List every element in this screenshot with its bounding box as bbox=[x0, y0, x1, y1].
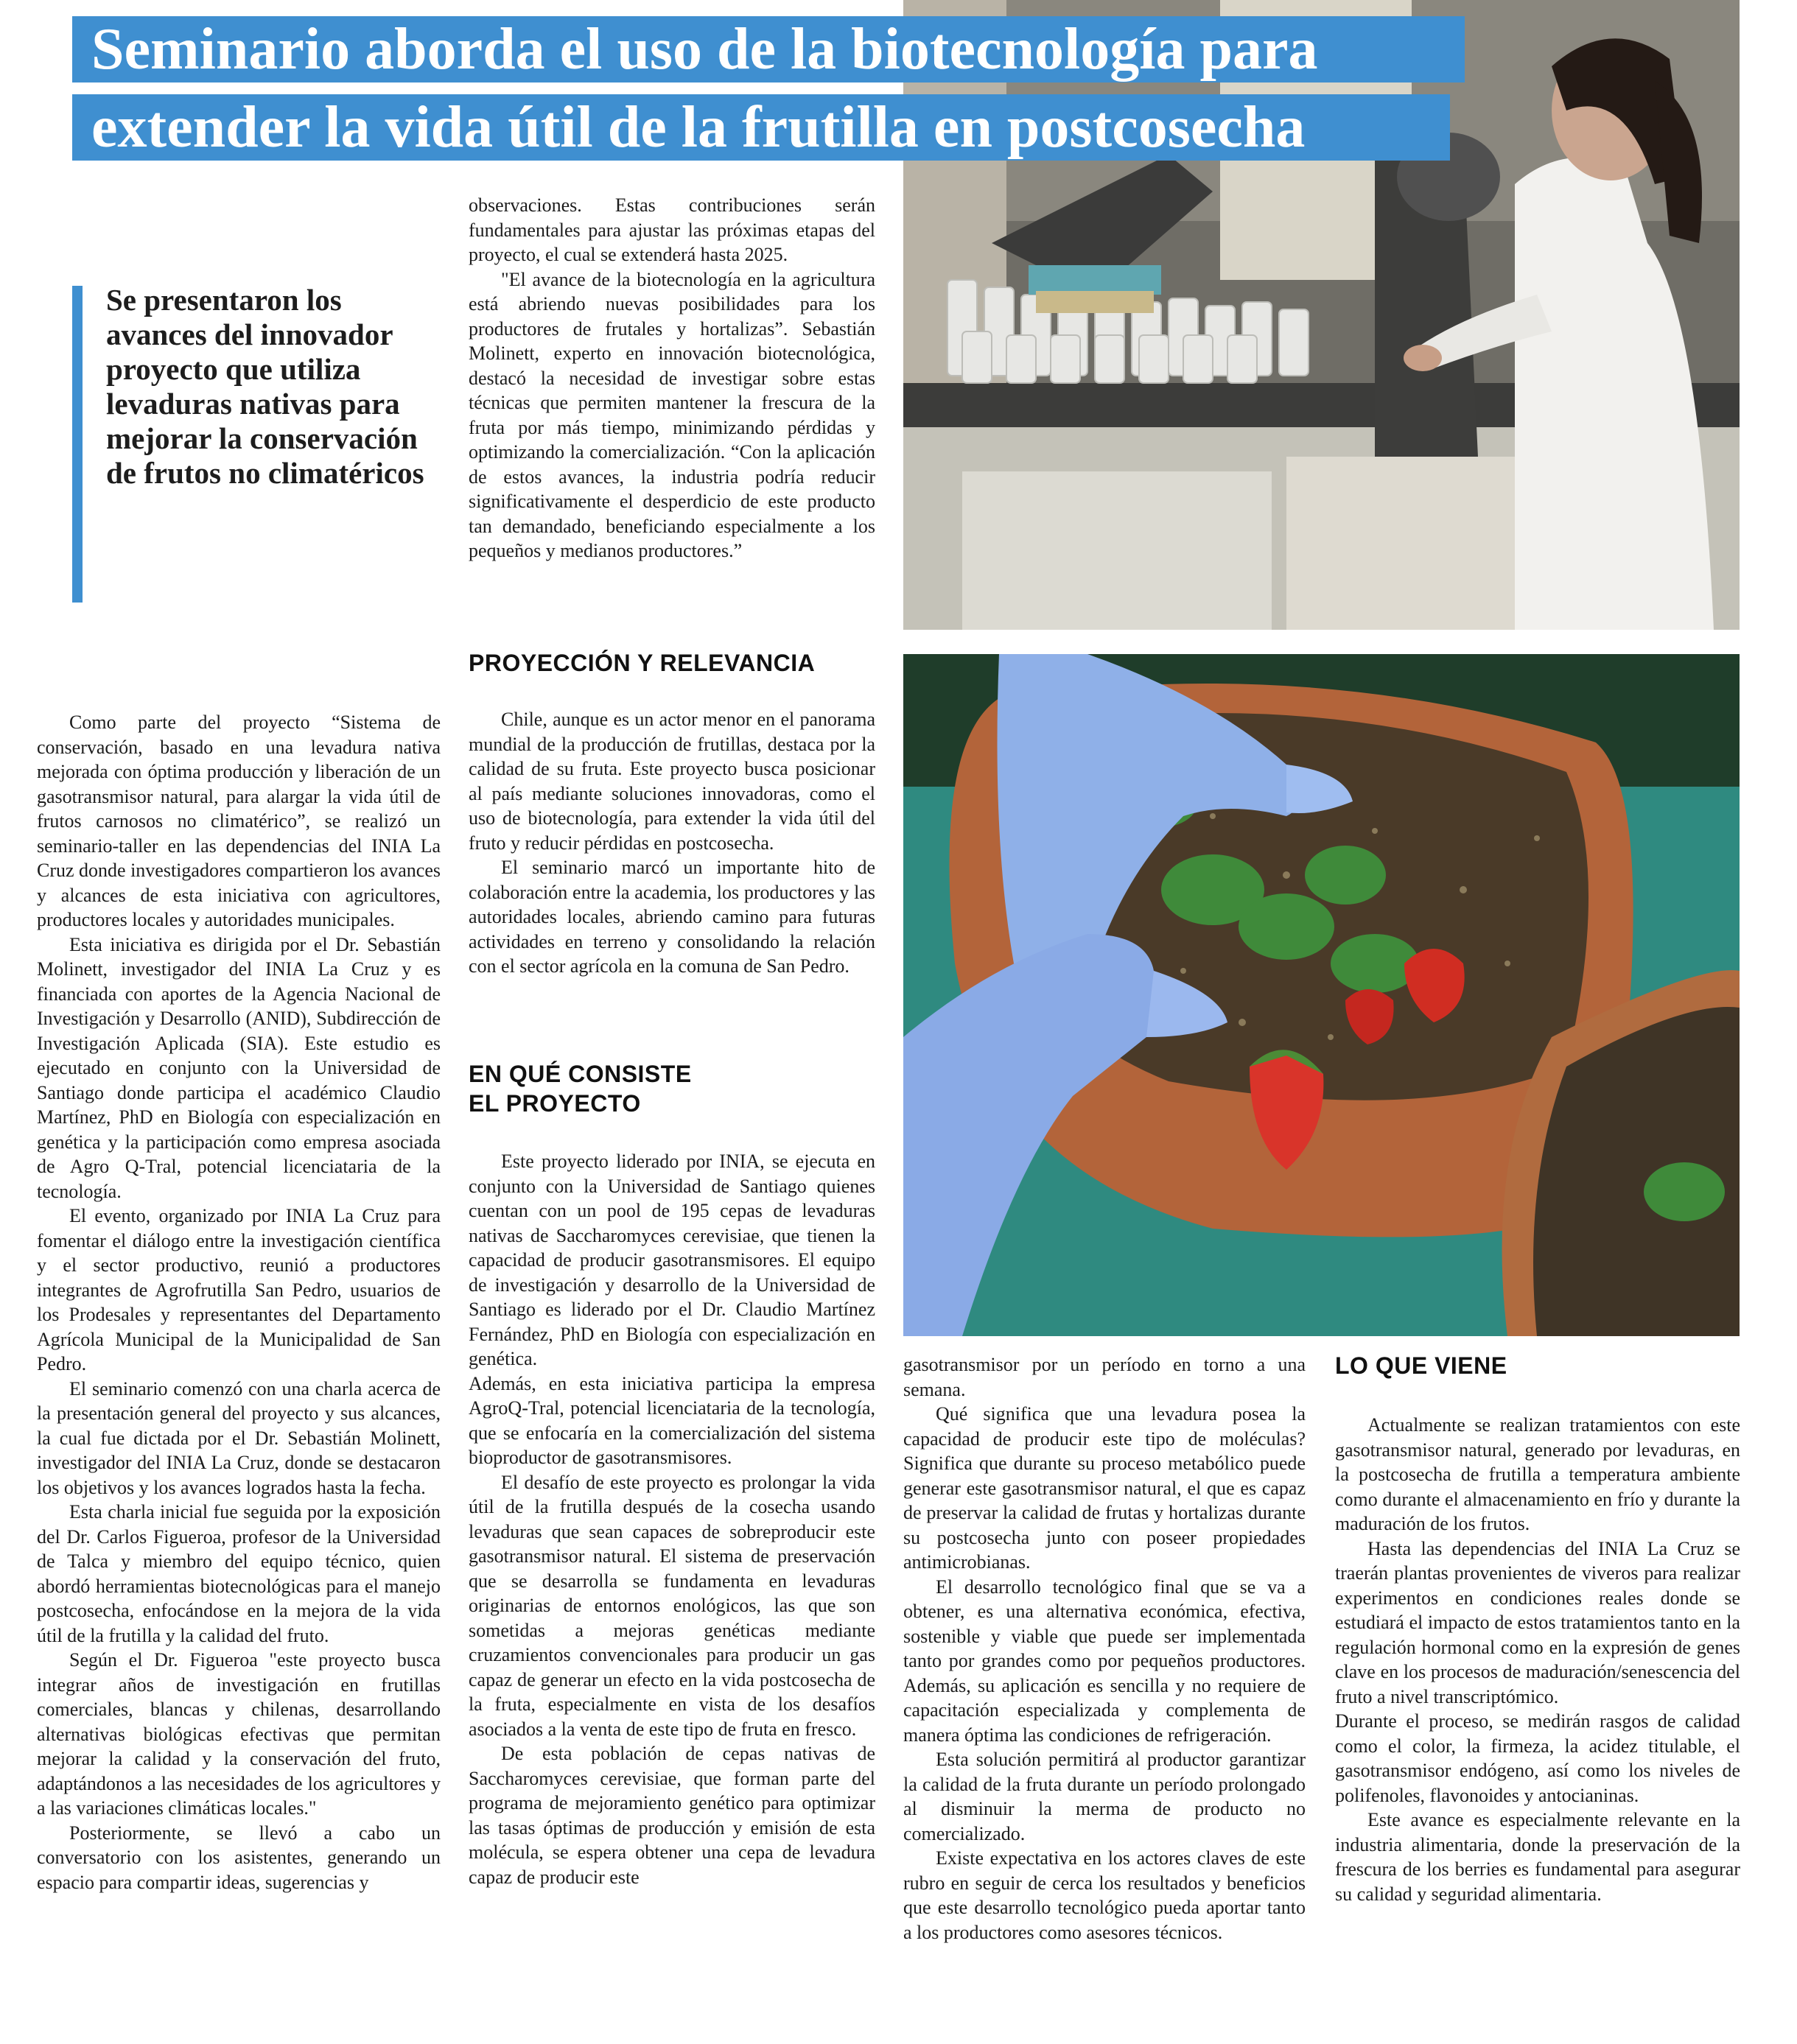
viene-paragraph: Durante el proceso, se medirán rasgos de calidad como el color, la firmeza, la acidez titulable, el gasotransmisor endógeno, así como los niveles de polifenoles, flavonoides y antocianinas. bbox=[1335, 1710, 1740, 1806]
col3-paragraph: Esta solución permitirá al productor garantizar la calidad de la fruta durante un período prolongado al disminuir la merma de producto no comercializado. bbox=[903, 1749, 1306, 1844]
strawberry-photo-illustration bbox=[903, 654, 1740, 1336]
col1-paragraph: Como parte del proyecto “Sistema de conservación, basado en una levadura nativa mejorada con óptima producción y liberación de un gasotransmisor natural, para alargar la vida útil de frutos carnosos no climatérico”, se realizó un seminario-taller en las dependencias del INIA La Cruz donde investigadores compartieron los avances y alcances de esta iniciativa con agricultores, productores locales y autoridades municipales. bbox=[37, 712, 441, 930]
section-proyeccion bbox=[469, 648, 875, 979]
col3-paragraph: Existe expectativa en los actores claves de este rubro en seguir de cerca los resultados y beneficios que este desarrollo tecnológico pueda aportar tanto a los productores como asesores técnicos. bbox=[903, 1847, 1306, 1943]
col1-paragraph: Según el Dr. Figueroa "este proyecto busca integrar años de investigación en frutillas comerciales, blancas y chilenas, desarrollando alternativas biológicas efectivas que permitan mejorar la calidad y la conservación del fruto, adaptándonos a las necesidades de los agricultores y a las variaciones climáticas locales." bbox=[37, 1649, 441, 1819]
headline-line-2: extender la vida útil de la frutilla en postcosecha bbox=[72, 94, 1450, 161]
column-2-top bbox=[469, 193, 875, 563]
consiste-paragraph: Además, en esta iniciativa participa la empresa AgroQ-Tral, potencial licenciataria de la tecnología, que se enfocaría en la comercialización del sistema bioproductor de gasotransmisores. bbox=[469, 1372, 875, 1468]
proyeccion-paragraph: El seminario marcó un importante hito de colaboración entre la academia, los productores y las autoridades locales, abriendo camino para futuras actividades en terreno y consolidando la relación con el sector agrícola en la comuna de San Pedro. bbox=[469, 857, 875, 977]
col1-paragraph: El seminario comenzó con una charla acerca de la presentación general del proyecto y sus alcances, la cual fue dictada por el Dr. Sebastián Molinett, investigador del INIA La Cruz, donde se destacaron los objetivos y los avances logrados hasta la fecha. bbox=[37, 1377, 441, 1498]
viene-paragraph: Actualmente se realizan tratamientos con este gasotransmisor natural, generado por levaduras, en la postcosecha de frutilla a temperatura ambiente como durante el almacenamiento en frío y durante la maduración de los frutos. bbox=[1335, 1414, 1740, 1534]
col1-paragraph: Posteriormente, se llevó a cabo un conversatorio con los asistentes, generando un espacio para compartir ideas, sugerencias y bbox=[37, 1822, 441, 1893]
section-heading-consiste-2: EL PROYECTO bbox=[469, 1090, 641, 1117]
deck-accent-bar bbox=[72, 286, 83, 603]
proyeccion-paragraph: Chile, aunque es un actor menor en el panorama mundial de la producción de frutillas, destaca por la calidad de su fruta. Este proyecto busca posicionar al país mediante soluciones innovadoras, como el uso de biotecnología, para extender la vida útil del fruto y reducir pérdidas en postcosecha. bbox=[469, 709, 875, 854]
consiste-paragraph: El desafío de este proyecto es prolongar la vida útil de la frutilla después de la cosecha usando levaduras que sean capaces de sobreproducir este gasotransmisor natural. El sistema de preservación que se desarrolla se fundamenta en levaduras originarias de entornos enológicos, las que son sometidas a mejoras genéticas mediante cruzamientos convencionales para producir un gas capaz de generar un efecto en la vida postcosecha de la fruta, especialmente en vista de los desafíos asociados a la venta de este tipo de fruta en fresco. bbox=[469, 1471, 875, 1740]
col3-paragraph: gasotransmisor por un período en torno a una semana. bbox=[903, 1354, 1306, 1400]
col3-paragraph: El desarrollo tecnológico final que se va a obtener, es una alternativa económica, efectiva, sostenible y viable que puede ser implementada tanto por grandes como por pequeños productores. Además, su aplicación es sencilla y no requiere de capacitación especializada y complementa de manera óptima las condiciones de refrigeración. bbox=[903, 1576, 1306, 1746]
col3-paragraph: Qué significa que una levadura posea la capacidad de producir este tipo de moléculas? Significa que durante su proceso metabólico puede generar este gasotransmisor natural, el que es capaz de preservar la calidad de frutas y hortalizas durante su postcosecha junto con poseer propiedades antimicrobianas. bbox=[903, 1403, 1306, 1573]
section-viene bbox=[1335, 1351, 1740, 1906]
col1-paragraph: Esta iniciativa es dirigida por el Dr. Sebastián Molinett, investigador del INIA La Cruz y es financiada con aportes de la Agencia Nacional de Investigación y Desarrollo (ANID), Subdirección de Investigación Aplicada (SIA). Este estudio es ejecutado en conjunto con la Universidad de Santiago donde participa el académico Claudio Martínez, PhD en Biología con especialización en genética y la participación como empresa asociada de Agro Q-Tral, potencial licenciataria de la tecnología. bbox=[37, 933, 441, 1202]
column-3 bbox=[903, 1352, 1306, 1945]
strawberry-photo bbox=[903, 654, 1740, 1336]
column-1 bbox=[37, 710, 441, 1894]
viene-paragraph: Hasta las dependencias del INIA La Cruz se traerán plantas provenientes de viveros para realizar experimentos en condiciones reales donde se estudiará el impacto de estos tratamientos tanto en la regulación hormonal como en la expresión de genes clave en los procesos de maduración/senescencia del fruto a nivel transcriptómico. bbox=[1335, 1537, 1740, 1707]
col1-paragraph: Esta charla inicial fue seguida por la exposición del Dr. Carlos Figueroa, profesor de la Universidad de Talca y miembro del equipo técnico, quien abordó herramientas biotecnológicas para el manejo postcosecha, enfocándose en la mejora de la vida útil de la frutilla y la calidad del fruto. bbox=[37, 1501, 441, 1646]
section-heading-consiste-1: EN QUÉ CONSISTE bbox=[469, 1061, 692, 1087]
headline-line-1: Seminario aborda el uso de la biotecnología para bbox=[72, 16, 1465, 82]
consiste-paragraph: Este proyecto liderado por INIA, se ejecuta en conjunto con la Universidad de Santiago quienes cuentan con un pool de 195 cepas de levaduras nativas de Saccharomyces cerevisiae, que tienen la capacidad de producir gasotransmisores. El equipo de investigación y desarrollo de la Universidad de Santiago es liderado por el Dr. Claudio Martínez Fernández, PhD en Biología con especialización en genética. bbox=[469, 1151, 875, 1369]
section-heading-proyeccion: PROYECCIÓN Y RELEVANCIA bbox=[469, 650, 816, 676]
deck-subheadline: Se presentaron los avances del innovador proyecto que utiliza levaduras nativas para mejorar la conservación de frutos no climatéricos bbox=[106, 283, 424, 490]
viene-paragraph: Este avance es especialmente relevante en la industria alimentaria, donde la preservación de la frescura de los berries es fundamental para asegurar su calidad y seguridad alimentaria. bbox=[1335, 1809, 1740, 1905]
consiste-paragraph: De esta población de cepas nativas de Saccharomyces cerevisiae, que forman parte del programa de mejoramiento genético para optimizar las tasas óptimas de producción y emisión de esta molécula, se espera obtener una cepa de levadura capaz de producir este bbox=[469, 1743, 875, 1888]
section-heading-viene: LO QUE VIENE bbox=[1335, 1352, 1507, 1379]
col1-paragraph: El evento, organizado por INIA La Cruz para fomentar el diálogo entre la investigación científica y el sector productivo, reunió a productores integrantes de Agrofrutilla San Pedro, usuarios de los Prodesales y representantes del Departamento Agrícola Municipal de la Municipalidad de San Pedro. bbox=[37, 1205, 441, 1374]
section-consiste bbox=[469, 1059, 875, 1889]
col2-paragraph: observaciones. Estas contribuciones serán fundamentales para ajustar las próximas etapas del proyecto, el cual se extenderá hasta 2025. bbox=[469, 194, 875, 265]
col2-paragraph: "El avance de la biotecnología en la agricultura está abriendo nuevas posibilidades para los productores de frutales y hortalizas”. Sebastián Molinett, experto en innovación biotecnológica, destacó la necesidad de investigar sobre estas técnicas que permiten mantener la frescura de la fruta por más tiempo, minimizando pérdidas y optimizando la comercialización. “Con la aplicación de estos avances, la industria podría reducir significativamente el desperdicio de este producto tan demandado, beneficiando especialmente a los pequeños y medianos productores.” bbox=[469, 268, 875, 561]
